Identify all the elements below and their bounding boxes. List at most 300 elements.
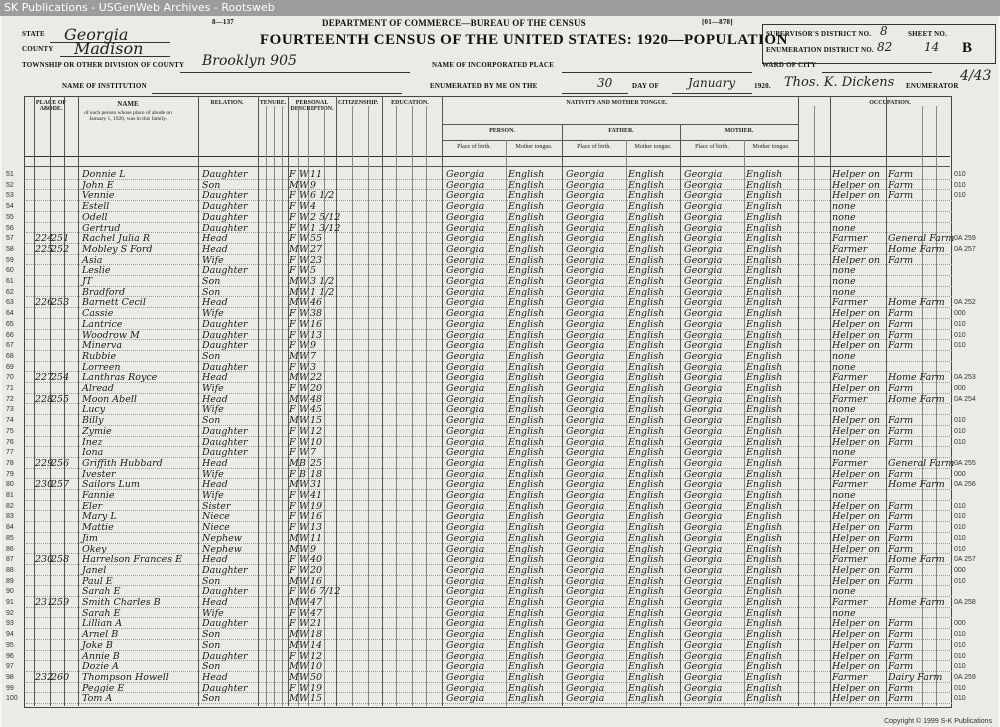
age: 46 (310, 297, 323, 309)
relation: Daughter (202, 318, 248, 330)
relation: Wife (202, 607, 224, 619)
race: W (299, 447, 309, 459)
code: 0A 257 (954, 556, 976, 564)
relation: Wife (202, 254, 224, 266)
occupation: none (832, 350, 856, 362)
father-tongue: English (628, 693, 665, 705)
ward-label: WARD OF CITY (762, 61, 817, 69)
race: W (299, 575, 309, 587)
line-number: 72 (6, 395, 14, 403)
mother-birthplace: Georgia (684, 415, 723, 427)
family-number: 255 (51, 393, 70, 405)
industry: Farm (888, 340, 914, 352)
occupation: none (832, 211, 856, 223)
sex: M (289, 661, 299, 673)
father-birthplace: Georgia (566, 436, 605, 448)
occupation: Helper on (832, 254, 881, 266)
age: 6 7/12 (310, 586, 341, 598)
father-tongue: English (628, 522, 665, 534)
sex: M (289, 457, 299, 469)
line-number: 63 (6, 299, 14, 307)
father-tongue: English (628, 276, 665, 287)
occupation: Farmer (832, 479, 868, 491)
father-tongue: English (628, 447, 665, 459)
relation: Daughter (202, 211, 248, 223)
relation: Wife (202, 308, 224, 320)
mother-tongue: English (746, 682, 783, 694)
occupation: none (832, 265, 856, 277)
father-tongue: English (628, 350, 665, 362)
mother-birthplace: Georgia (684, 329, 723, 341)
person-tongue: English (508, 639, 545, 651)
father-tongue: English (628, 468, 665, 480)
person-name: Harrelson Frances E (82, 554, 183, 566)
age: 7 (310, 350, 317, 362)
line-number: 98 (6, 673, 14, 681)
code: 0A 259 (954, 673, 976, 681)
person-name: Woodrow M (82, 329, 140, 341)
age: 3 (310, 361, 317, 373)
race: W (299, 564, 309, 576)
sex: M (289, 393, 299, 405)
person-name: Cassie (82, 308, 114, 320)
code: 010 (954, 181, 966, 189)
occupation: Helper on (832, 468, 881, 480)
father-tongue: English (628, 340, 665, 352)
sex: F (289, 201, 296, 213)
person-tongue: English (508, 286, 545, 298)
person-tongue: English (508, 179, 545, 191)
race: W (299, 404, 309, 416)
industry: Farm (888, 693, 914, 705)
race: W (299, 522, 309, 534)
person-name: Lantrice (82, 318, 123, 330)
person-tongue: English (508, 436, 545, 448)
father-birthplace: Georgia (566, 179, 605, 191)
birthplace: Georgia (446, 479, 485, 491)
line-number: 90 (6, 588, 14, 596)
industry: Farm (888, 468, 914, 480)
relation: Son (202, 639, 221, 651)
father-birthplace: Georgia (566, 447, 605, 459)
header-name-sub: of each person whose place of abode on January 1, 1920, was in this family. (84, 110, 172, 122)
age: 18 (310, 468, 323, 480)
line-number: 93 (6, 620, 14, 628)
relation: Wife (202, 490, 224, 501)
sex: F (289, 361, 296, 373)
mother-tongue: English (746, 350, 783, 362)
sex: M (289, 532, 299, 544)
occupation: Farmer (832, 297, 868, 309)
age: 9 (310, 179, 317, 191)
line-number: 88 (6, 566, 14, 574)
relation: Son (202, 661, 221, 673)
person-name: Mary L (82, 511, 117, 523)
industry: Farm (888, 169, 914, 180)
dwelling-number: 228 (35, 393, 54, 405)
family-number: 252 (51, 243, 70, 255)
occupation: Helper on (832, 329, 881, 341)
birthplace: Georgia (446, 243, 485, 255)
father-birthplace: Georgia (566, 543, 605, 555)
mother-birthplace: Georgia (684, 629, 723, 641)
sex: F (289, 233, 296, 245)
person-name: Lanthras Royce (82, 372, 158, 384)
father-birthplace: Georgia (566, 532, 605, 544)
race: W (299, 618, 309, 630)
line-number: 77 (6, 449, 14, 457)
mother-birthplace: Georgia (684, 350, 723, 362)
code: 010 (954, 631, 966, 639)
mother-birthplace: Georgia (684, 564, 723, 576)
occupation: Helper on (832, 532, 881, 544)
father-tongue: English (628, 490, 665, 501)
industry: Home Farm (888, 479, 945, 491)
race: W (299, 179, 309, 191)
industry: Farm (888, 639, 914, 651)
code: 010 (954, 641, 966, 649)
mother-birthplace: Georgia (684, 243, 723, 255)
age: 18 (310, 629, 323, 641)
family-number: 257 (51, 479, 70, 491)
age: 12 (310, 425, 323, 437)
header-mother: MOTHER. (724, 128, 754, 134)
age: 13 (310, 522, 323, 534)
relation: Daughter (202, 586, 248, 598)
father-birthplace: Georgia (566, 233, 605, 245)
person-tongue: English (508, 629, 545, 641)
person-name: Peggie E (82, 682, 125, 694)
person-name: Okey (82, 543, 107, 555)
father-birthplace: Georgia (566, 243, 605, 255)
mother-birthplace: Georgia (684, 308, 723, 320)
person-name: Annie B (82, 650, 120, 662)
birthplace: Georgia (446, 286, 485, 298)
birthplace: Georgia (446, 543, 485, 555)
industry: Farm (888, 650, 914, 662)
person-tongue: English (508, 201, 545, 213)
age: 23 (310, 254, 323, 266)
industry: Farm (888, 661, 914, 673)
code: 010 (954, 417, 966, 425)
father-birthplace: Georgia (566, 607, 605, 619)
sex: M (289, 372, 299, 384)
line-number: 60 (6, 267, 14, 275)
header-tongue-mother: Mother tongue. (752, 144, 790, 150)
race: W (299, 372, 309, 384)
occupation: none (832, 361, 856, 373)
dwelling-number: 230 (35, 479, 54, 491)
industry: Farm (888, 254, 914, 266)
relation: Daughter (202, 564, 248, 576)
code: 010 (954, 331, 966, 339)
industry: General Farm (888, 233, 955, 245)
person-tongue: English (508, 607, 545, 619)
code: 010 (954, 524, 966, 532)
race: W (299, 340, 309, 352)
code: 0A 257 (954, 245, 976, 253)
dwelling-number: 231 (35, 597, 54, 608)
mother-tongue: English (746, 286, 783, 298)
person-tongue: English (508, 447, 545, 459)
father-birthplace: Georgia (566, 586, 605, 598)
census-title: FOURTEENTH CENSUS OF THE UNITED STATES: 1920—POPULATION (260, 32, 788, 48)
person-name: Sailors Lum (82, 479, 140, 491)
mother-tongue: English (746, 436, 783, 448)
person-name: Janel (82, 564, 107, 576)
header-tongue-father: Mother tongue. (634, 144, 672, 150)
relation: Wife (202, 383, 224, 394)
father-birthplace: Georgia (566, 597, 605, 608)
race: W (299, 243, 309, 255)
line-number: 73 (6, 406, 14, 414)
industry: Farm (888, 511, 914, 523)
mother-birthplace: Georgia (684, 468, 723, 480)
birthplace: Georgia (446, 629, 485, 641)
person-tongue: English (508, 575, 545, 587)
industry: Farm (888, 532, 914, 544)
father-tongue: English (628, 308, 665, 320)
birthplace: Georgia (446, 318, 485, 330)
family-number: 260 (51, 671, 70, 683)
birthplace: Georgia (446, 308, 485, 320)
age: 27 (310, 243, 323, 255)
line-number: 70 (6, 374, 14, 382)
mother-tongue: English (746, 318, 783, 330)
age: 19 (310, 500, 323, 512)
form-reference: [01—878] (702, 18, 733, 26)
code: 0A 254 (954, 395, 976, 403)
father-tongue: English (628, 479, 665, 491)
father-birthplace: Georgia (566, 661, 605, 673)
relation: Head (202, 243, 228, 255)
mother-birthplace: Georgia (684, 575, 723, 587)
mother-birthplace: Georgia (684, 169, 723, 180)
relation: Nephew (202, 532, 242, 544)
industry: Home Farm (888, 297, 945, 309)
industry: Farm (888, 682, 914, 694)
person-tongue: English (508, 500, 545, 512)
person-name: Donnie L (82, 169, 126, 180)
age: 47 (310, 607, 323, 619)
mother-tongue: English (746, 554, 783, 566)
mother-tongue: English (746, 393, 783, 405)
mother-tongue: English (746, 468, 783, 480)
line-number: 56 (6, 224, 14, 232)
birthplace: Georgia (446, 661, 485, 673)
person-name: Ivester (82, 468, 116, 480)
enumerator-label: ENUMERATOR (906, 82, 959, 90)
person-tongue: English (508, 650, 545, 662)
header-place-birth-mother: Place of birth. (695, 144, 729, 150)
mother-tongue: English (746, 169, 783, 180)
code: 010 (954, 513, 966, 521)
race: W (299, 383, 309, 394)
occupation: Farmer (832, 554, 868, 566)
age: 7 (310, 447, 317, 459)
industry: Home Farm (888, 243, 945, 255)
occupation: Helper on (832, 522, 881, 534)
mother-birthplace: Georgia (684, 522, 723, 534)
sex: F (289, 211, 296, 223)
father-tongue: English (628, 190, 665, 202)
person-name: Arnel B (82, 629, 119, 641)
birthplace: Georgia (446, 639, 485, 651)
county-value: Madison (74, 39, 144, 58)
race: W (299, 671, 309, 683)
line-number: 82 (6, 502, 14, 510)
relation: Sister (202, 500, 231, 512)
race: W (299, 169, 309, 180)
sex: F (289, 436, 296, 448)
person-name: Bradford (82, 286, 126, 298)
father-birthplace: Georgia (566, 318, 605, 330)
code: 0A 252 (954, 299, 976, 307)
race: W (299, 425, 309, 437)
mother-tongue: English (746, 233, 783, 245)
mother-birthplace: Georgia (684, 276, 723, 287)
father-tongue: English (628, 233, 665, 245)
father-tongue: English (628, 564, 665, 576)
race: W (299, 201, 309, 213)
mother-birthplace: Georgia (684, 254, 723, 266)
person-tongue: English (508, 233, 545, 245)
line-number: 52 (6, 181, 14, 189)
code: 000 (954, 385, 966, 392)
race: W (299, 318, 309, 330)
father-tongue: English (628, 586, 665, 598)
age: 40 (310, 554, 323, 566)
mother-tongue: English (746, 361, 783, 373)
occupation: Helper on (832, 639, 881, 651)
relation: Daughter (202, 618, 248, 630)
line-number: 67 (6, 342, 14, 350)
relation: Niece (202, 522, 230, 534)
father-tongue: English (628, 682, 665, 694)
relation: Daughter (202, 329, 248, 341)
industry: Farm (888, 618, 914, 630)
industry: Farm (888, 575, 914, 587)
birthplace: Georgia (446, 693, 485, 705)
mother-birthplace: Georgia (684, 383, 723, 394)
person-tongue: English (508, 190, 545, 202)
enumerated-month: January (688, 76, 736, 90)
enumerated-year: 1920. (754, 82, 771, 90)
person-tongue: English (508, 597, 545, 608)
line-number: 69 (6, 363, 14, 371)
relation: Wife (202, 404, 224, 416)
mother-birthplace: Georgia (684, 597, 723, 608)
code: 010 (954, 652, 966, 660)
birthplace: Georgia (446, 415, 485, 427)
enum-district-label: ENUMERATION DISTRICT NO. (766, 46, 874, 54)
industry: Home Farm (888, 393, 945, 405)
person-tongue: English (508, 586, 545, 598)
mother-tongue: English (746, 201, 783, 213)
sex: M (289, 597, 299, 608)
father-birthplace: Georgia (566, 404, 605, 416)
line-number: 51 (6, 171, 14, 178)
father-birthplace: Georgia (566, 297, 605, 309)
industry: Farm (888, 500, 914, 512)
sex: M (289, 179, 299, 191)
sex: M (289, 629, 299, 641)
father-tongue: English (628, 329, 665, 341)
father-birthplace: Georgia (566, 286, 605, 298)
father-tongue: English (628, 607, 665, 619)
line-number: 97 (6, 663, 14, 671)
father-tongue: English (628, 201, 665, 213)
relation: Son (202, 179, 221, 191)
person-name: John E (82, 179, 114, 191)
mother-tongue: English (746, 425, 783, 437)
father-tongue: English (628, 532, 665, 544)
sheet-number: 14 (924, 40, 940, 54)
person-tongue: English (508, 318, 545, 330)
father-birthplace: Georgia (566, 211, 605, 223)
family-number: 251 (51, 233, 70, 245)
father-birthplace: Georgia (566, 169, 605, 180)
person-tongue: English (508, 340, 545, 352)
birthplace: Georgia (446, 265, 485, 277)
mother-tongue: English (746, 243, 783, 255)
header-tongue-person: Mother tongue. (515, 144, 553, 150)
sex: F (289, 490, 296, 501)
relation: Daughter (202, 682, 248, 694)
occupation: Helper on (832, 308, 881, 320)
father-tongue: English (628, 597, 665, 608)
industry: Farm (888, 329, 914, 341)
person-tongue: English (508, 169, 545, 180)
father-tongue: English (628, 425, 665, 437)
mother-tongue: English (746, 254, 783, 266)
code: 000 (954, 470, 966, 478)
birthplace: Georgia (446, 671, 485, 683)
person-name: Gertrud (82, 222, 121, 234)
occupation: Helper on (832, 575, 881, 587)
father-birthplace: Georgia (566, 201, 605, 213)
sex: F (289, 554, 296, 566)
race: W (299, 490, 309, 501)
birthplace: Georgia (446, 372, 485, 384)
birthplace: Georgia (446, 500, 485, 512)
mother-birthplace: Georgia (684, 490, 723, 501)
birthplace: Georgia (446, 211, 485, 223)
mother-tongue: English (746, 479, 783, 491)
father-tongue: English (628, 254, 665, 266)
occupation: Helper on (832, 564, 881, 576)
code: 010 (954, 684, 966, 692)
sex: M (289, 415, 299, 427)
industry: Farm (888, 629, 914, 641)
person-name: Billy (82, 415, 104, 427)
sex: M (289, 639, 299, 651)
race: W (299, 639, 309, 651)
mother-birthplace: Georgia (684, 650, 723, 662)
census-sheet (2, 16, 998, 727)
father-tongue: English (628, 265, 665, 277)
sex: F (289, 447, 296, 459)
sex: M (289, 276, 299, 287)
age: 16 (310, 511, 323, 523)
mother-tongue: English (746, 276, 783, 287)
industry: Farm (888, 564, 914, 576)
relation: Daughter (202, 650, 248, 662)
father-birthplace: Georgia (566, 254, 605, 266)
race: W (299, 265, 309, 277)
sex: F (289, 190, 296, 202)
mother-tongue: English (746, 597, 783, 608)
